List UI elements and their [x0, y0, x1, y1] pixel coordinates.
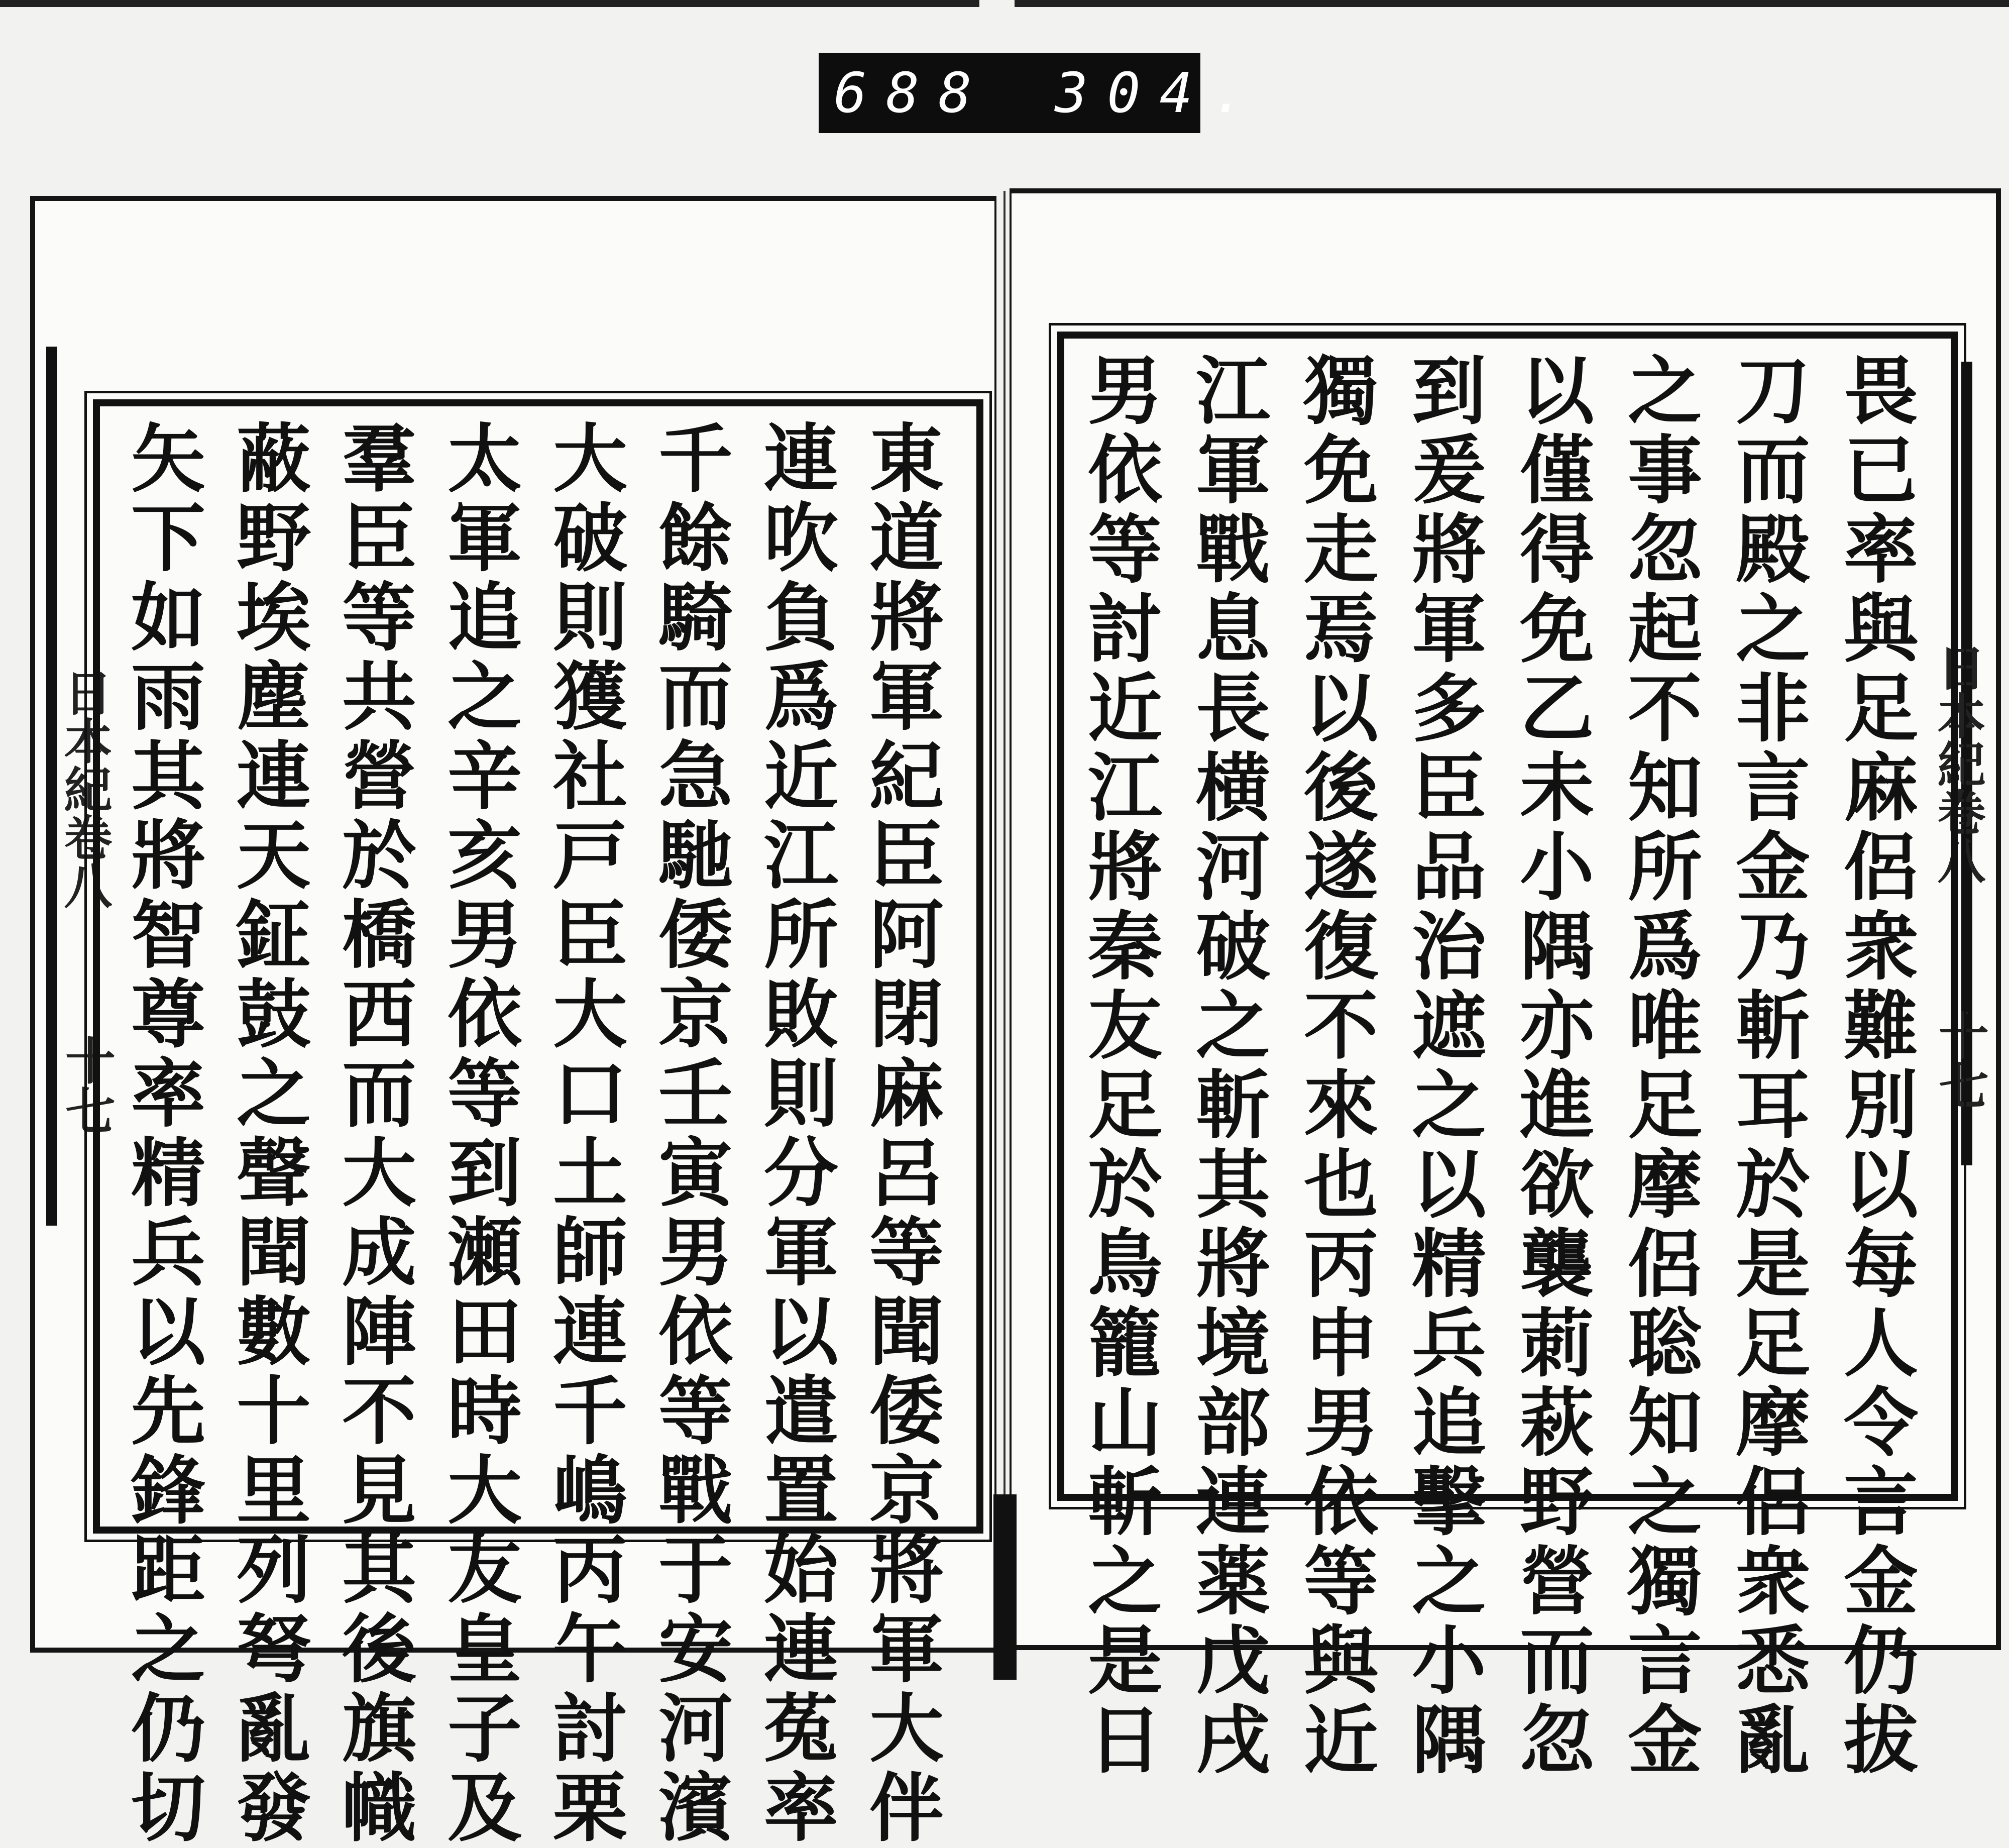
right-page-number: 十七: [1930, 1010, 1989, 1110]
right-column-3: 之事忽起不知所爲唯足摩侶聡知之獨言金: [1616, 352, 1703, 1780]
left-column-7: 蔽野埃塵連天鉦鼓之聲聞數十里列弩亂發: [225, 419, 312, 1848]
left-page-number: 十七: [57, 1035, 116, 1135]
catalog-label-number: 688: [834, 61, 991, 125]
right-column-7: 江軍戰息長横河破之斬其將境部連薬戊戌: [1184, 352, 1271, 1780]
catalog-label: [819, 53, 1264, 133]
left-column-8: 矢下如雨其將智尊率精兵以先鋒距之仍切: [119, 419, 206, 1848]
right-column-1: 畏已率與足麻侶衆難別以每人令言金仍拔: [1832, 352, 1919, 1780]
left-margin-title: 日本紀卷八: [56, 668, 113, 909]
left-column-4: 大破則獲社戸臣大口土師連千嶋丙午討栗: [541, 419, 628, 1848]
right-column-6: 獨免走焉以後遂復不來也丙申男依等與近: [1292, 352, 1379, 1780]
catalog-label-index: 304.: [1055, 61, 1264, 125]
right-margin-title: 日本紀卷八: [1930, 643, 1986, 884]
left-column-5: 太軍追之辛亥男依等到瀬田時大友皇子及: [435, 419, 523, 1848]
left-column-6: 羣臣等共營於橋西而大成陣不見其後旗幟: [330, 419, 417, 1848]
right-column-5: 到爰將軍多臣品治遮之以精兵追擊之小隅: [1400, 352, 1487, 1780]
right-column-8: 男依等討近江將秦友足於鳥籠山斬之是日: [1076, 352, 1163, 1780]
left-column-1: 東道將軍紀臣阿閉麻呂等聞倭京將軍大伴: [857, 419, 945, 1848]
book-gutter: [1003, 191, 1006, 1497]
right-column-2: 刀而殿之非言金乃斬耳於是足摩侶衆悉亂: [1724, 352, 1811, 1780]
scan-top-gap: [979, 0, 1015, 7]
left-column-2: 連吹負爲近江所敗則分軍以遣置始連菟率: [752, 419, 839, 1848]
right-column-4: 以僅得免乙未小隅亦進欲襲莿萩野營而忽: [1508, 352, 1595, 1780]
book-binding: [993, 1494, 1017, 1680]
left-column-3: 千餘騎而急馳倭京壬寅男依等戰于安河濱: [646, 419, 734, 1848]
